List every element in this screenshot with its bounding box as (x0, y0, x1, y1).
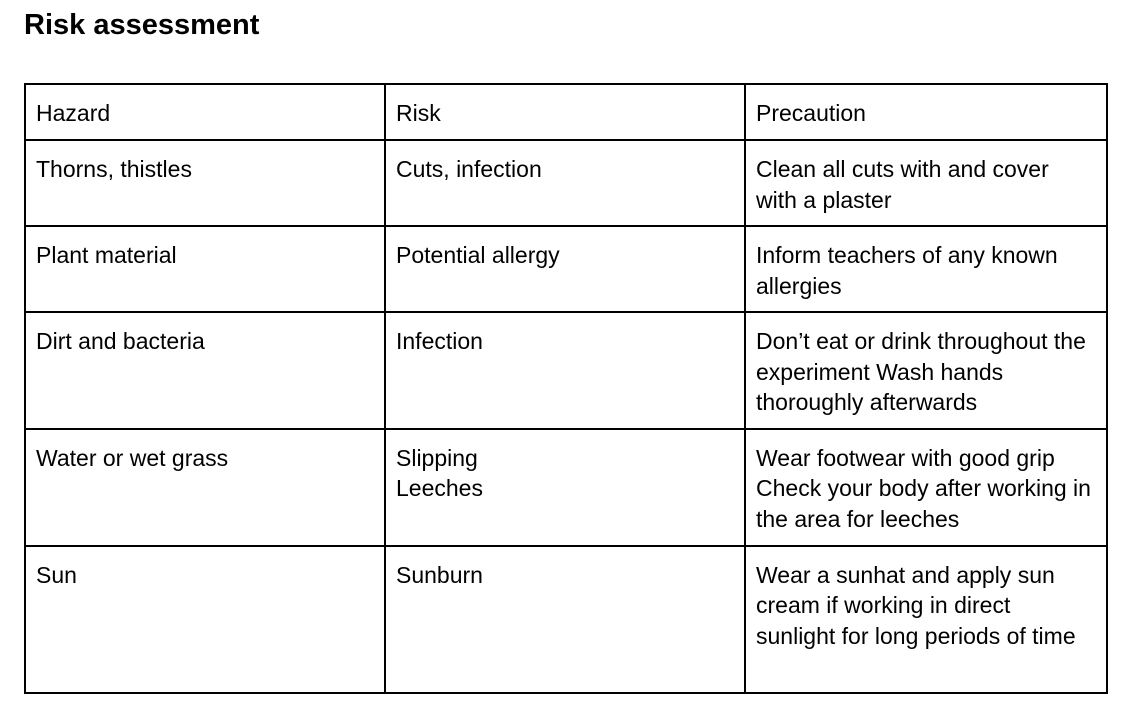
risk-assessment-table (24, 83, 1108, 694)
table-row (25, 546, 1107, 693)
hazard-cell: Thorns, thistles (25, 140, 385, 226)
hazard-cell: Water or wet grass (25, 429, 385, 546)
risk-cell: Cuts, infection (385, 140, 745, 226)
precaution-cell: Inform teachers of any known allergies (745, 226, 1107, 312)
precaution-cell: Wear footwear with good grip Check your body after working in the area for leeches (745, 429, 1107, 546)
risk-cell: Slipping Leeches (385, 429, 745, 546)
risk-cell: Potential allergy (385, 226, 745, 312)
table-header-row (25, 84, 1107, 140)
column-header-precaution: Precaution (745, 84, 1107, 140)
hazard-cell: Dirt and bacteria (25, 312, 385, 429)
table-row (25, 140, 1107, 226)
table-row (25, 226, 1107, 312)
column-header-risk: Risk (385, 84, 745, 140)
hazard-cell: Plant material (25, 226, 385, 312)
hazard-cell: Sun (25, 546, 385, 693)
risk-cell: Sunburn (385, 546, 745, 693)
risk-cell: Infection (385, 312, 745, 429)
column-header-hazard: Hazard (25, 84, 385, 140)
page-title: Risk assessment (24, 9, 260, 41)
table-row (25, 312, 1107, 429)
precaution-cell: Wear a sunhat and apply sun cream if working in direct sunlight for long periods of time (745, 546, 1107, 693)
precaution-cell: Clean all cuts with and cover with a plaster (745, 140, 1107, 226)
table-row (25, 429, 1107, 546)
precaution-cell: Don’t eat or drink throughout the experiment Wash hands thoroughly afterwards (745, 312, 1107, 429)
